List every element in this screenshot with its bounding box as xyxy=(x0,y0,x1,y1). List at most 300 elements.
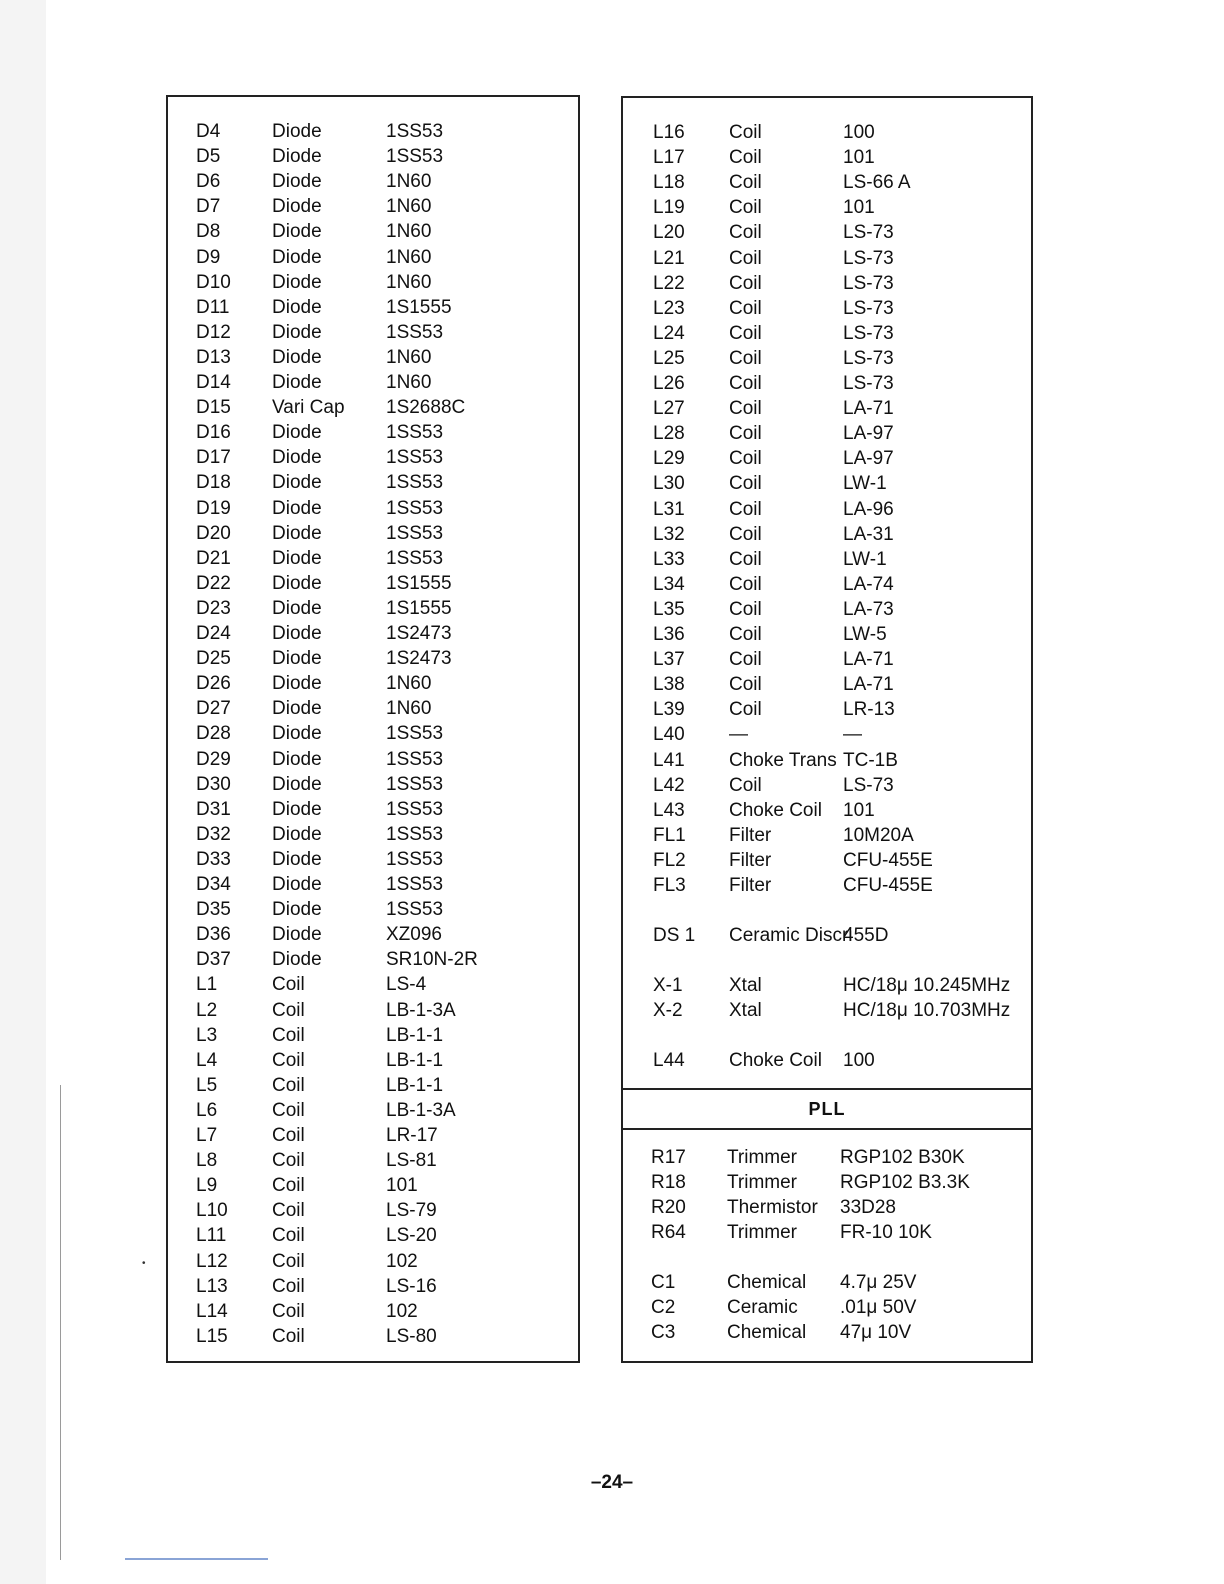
part-value: 33D28 xyxy=(840,1197,896,1218)
part-type: Diode xyxy=(272,196,322,218)
table-row xyxy=(168,1123,578,1148)
part-value: 1S2688C xyxy=(386,397,466,419)
part-value: 1SS53 xyxy=(386,798,444,820)
part-value: LS-73 xyxy=(843,247,894,269)
part-type: Diode xyxy=(272,874,322,895)
table-row xyxy=(168,847,578,872)
part-value: 1SS53 xyxy=(386,447,444,469)
part-value: LA-31 xyxy=(843,523,894,545)
part-type: Diode xyxy=(272,748,322,770)
part-type: — xyxy=(729,724,748,746)
table-row xyxy=(168,922,578,947)
part-type: Diode xyxy=(272,372,322,393)
part-value: 1SS53 xyxy=(386,121,444,142)
table-row xyxy=(623,647,1031,672)
page-number: –24– xyxy=(590,1472,634,1493)
part-value: LS-20 xyxy=(386,1225,437,1247)
table-row xyxy=(168,1148,578,1173)
part-ref: L7 xyxy=(196,1125,218,1146)
table-row xyxy=(623,973,1031,998)
part-type: Coil xyxy=(729,172,762,194)
table-row xyxy=(623,873,1031,898)
table-row xyxy=(623,145,1031,170)
table-row xyxy=(623,848,1031,873)
part-ref: C1 xyxy=(651,1272,676,1293)
part-type: Trimmer xyxy=(727,1147,797,1168)
part-ref: L22 xyxy=(653,272,685,294)
part-type: Trimmer xyxy=(727,1222,797,1243)
part-value: 1N60 xyxy=(386,673,432,695)
part-type: Coil xyxy=(729,373,762,394)
part-type: Diode xyxy=(272,346,322,368)
pll-section-header: PLL xyxy=(623,1088,1031,1130)
part-type: Diode xyxy=(272,146,322,168)
part-type: Vari Cap xyxy=(272,397,345,419)
part-value: LS-16 xyxy=(386,1275,437,1297)
part-type: Coil xyxy=(272,1275,305,1297)
table-row xyxy=(623,170,1031,195)
part-ref: D6 xyxy=(196,171,221,193)
table-row xyxy=(623,1195,1031,1220)
part-value: LS-73 xyxy=(843,347,894,369)
part-ref: D24 xyxy=(196,623,231,644)
part-value: 1S1555 xyxy=(386,296,452,318)
table-row xyxy=(623,271,1031,296)
table-row xyxy=(623,497,1031,522)
part-ref: L17 xyxy=(653,147,685,169)
table-row xyxy=(168,470,578,495)
part-ref: X-2 xyxy=(653,1000,683,1022)
part-value: FR-10 10K xyxy=(840,1222,932,1243)
part-value: 1N60 xyxy=(386,171,432,193)
part-value: 1S2473 xyxy=(386,623,452,644)
table-row xyxy=(168,420,578,445)
part-type: Coil xyxy=(272,1325,305,1347)
table-row xyxy=(168,119,578,144)
part-type: Diode xyxy=(272,321,322,343)
part-value: 1S1555 xyxy=(386,572,452,594)
table-row xyxy=(623,396,1031,421)
part-ref: L34 xyxy=(653,573,685,595)
part-type: Coil xyxy=(729,122,762,143)
part-value: 1SS53 xyxy=(386,146,444,168)
part-ref: D26 xyxy=(196,673,231,695)
table-row xyxy=(623,572,1031,597)
part-type: Diode xyxy=(272,422,322,444)
part-type: Choke Coil xyxy=(729,1050,822,1071)
part-value: 1SS53 xyxy=(386,321,444,343)
part-value: LA-71 xyxy=(843,649,894,671)
part-type: Coil xyxy=(272,1300,305,1322)
table-row xyxy=(623,722,1031,747)
part-type: Diode xyxy=(272,572,322,594)
part-ref: D22 xyxy=(196,572,231,594)
part-type: Diode xyxy=(272,296,322,318)
part-ref: D13 xyxy=(196,346,231,368)
table-row xyxy=(623,622,1031,647)
table-row xyxy=(623,597,1031,622)
part-value: LA-97 xyxy=(843,423,894,445)
table-row xyxy=(168,445,578,470)
table-row xyxy=(168,1198,578,1223)
part-type: Diode xyxy=(272,472,322,494)
part-value: XZ096 xyxy=(386,924,442,946)
scan-bottom-rule xyxy=(125,1558,268,1560)
part-type: Diode xyxy=(272,522,322,544)
part-ref: L27 xyxy=(653,398,685,420)
part-ref: L28 xyxy=(653,423,685,445)
part-type: Coil xyxy=(729,523,762,545)
part-type: Coil xyxy=(272,1024,305,1046)
part-type: Coil xyxy=(272,1225,305,1247)
part-type: Coil xyxy=(729,423,762,445)
part-ref: D36 xyxy=(196,924,231,946)
part-type: Coil xyxy=(729,222,762,244)
part-ref: L31 xyxy=(653,498,685,520)
part-value: 1S2473 xyxy=(386,648,452,670)
part-ref: D7 xyxy=(196,196,221,218)
part-ref: DS 1 xyxy=(653,925,696,946)
part-ref: L35 xyxy=(653,598,685,620)
part-ref: D31 xyxy=(196,798,231,820)
part-value: SR10N-2R xyxy=(386,949,478,971)
part-value: HC/18μ 10.245MHz xyxy=(843,975,1011,996)
part-ref: D17 xyxy=(196,447,231,469)
table-row xyxy=(623,421,1031,446)
part-value: 1SS53 xyxy=(386,848,444,870)
table-row xyxy=(168,1048,578,1073)
part-value: 1N60 xyxy=(386,221,432,243)
part-value: LB-1-1 xyxy=(386,1049,444,1071)
part-value: 1SS53 xyxy=(386,522,444,544)
part-type: Coil xyxy=(729,322,762,344)
part-value: LS-4 xyxy=(386,974,427,996)
part-type: Diode xyxy=(272,648,322,670)
part-type: Filter xyxy=(729,875,772,896)
part-ref: L42 xyxy=(653,774,685,796)
table-row xyxy=(623,321,1031,346)
part-ref: L26 xyxy=(653,373,685,394)
table-row xyxy=(623,923,1031,948)
part-ref: L36 xyxy=(653,624,685,645)
part-type: Diode xyxy=(272,171,322,193)
part-ref: L13 xyxy=(196,1275,228,1297)
table-row xyxy=(168,144,578,169)
part-ref: L12 xyxy=(196,1250,228,1272)
part-ref: D14 xyxy=(196,372,231,393)
part-value: 100 xyxy=(843,1050,875,1071)
table-row xyxy=(168,295,578,320)
part-ref: D9 xyxy=(196,246,221,268)
table-row xyxy=(168,521,578,546)
part-value: LA-96 xyxy=(843,498,894,520)
part-value: RGP102 B3.3K xyxy=(840,1172,970,1193)
part-value: LB-1-1 xyxy=(386,1074,444,1096)
part-value: 4.7μ 25V xyxy=(840,1272,917,1293)
part-ref: L11 xyxy=(196,1225,227,1247)
part-ref: L8 xyxy=(196,1150,218,1172)
table-row xyxy=(168,721,578,746)
part-value: LS-73 xyxy=(843,774,894,796)
part-value: LW-5 xyxy=(843,624,887,645)
part-type: Chemical xyxy=(727,1322,807,1343)
table-row xyxy=(623,220,1031,245)
table-row xyxy=(168,596,578,621)
part-value: HC/18μ 10.703MHz xyxy=(843,1000,1011,1022)
table-row xyxy=(168,496,578,521)
part-value: LS-66 A xyxy=(843,172,911,194)
parts-table-right xyxy=(621,96,1033,1363)
part-type: Coil xyxy=(729,548,762,570)
part-type: Coil xyxy=(272,1250,305,1272)
part-value: .01μ 50V xyxy=(840,1297,917,1318)
part-value: LR-17 xyxy=(386,1125,438,1146)
part-ref: FL1 xyxy=(653,824,686,846)
part-type: Coil xyxy=(729,573,762,595)
part-value: LS-73 xyxy=(843,272,894,294)
table-row xyxy=(168,772,578,797)
part-type: Filter xyxy=(729,849,772,871)
scan-margin-shade xyxy=(0,0,46,1584)
table-row xyxy=(623,798,1031,823)
parts-table-left xyxy=(166,95,580,1363)
table-row xyxy=(623,246,1031,271)
part-ref: L23 xyxy=(653,297,685,319)
part-type: Diode xyxy=(272,723,322,745)
part-value: LW-1 xyxy=(843,548,887,570)
part-ref: L1 xyxy=(196,974,218,996)
part-ref: L44 xyxy=(653,1050,685,1071)
part-type: Xtal xyxy=(729,975,762,996)
table-row xyxy=(168,270,578,295)
part-ref: D11 xyxy=(196,296,230,318)
part-ref: D20 xyxy=(196,522,231,544)
part-value: 1SS53 xyxy=(386,773,444,795)
part-ref: L21 xyxy=(653,247,685,269)
part-ref: D28 xyxy=(196,723,231,745)
part-type: Coil xyxy=(272,1049,305,1071)
part-value: 101 xyxy=(843,147,875,169)
part-type: Diode xyxy=(272,447,322,469)
part-ref: D8 xyxy=(196,221,221,243)
part-ref: L32 xyxy=(653,523,685,545)
part-ref: L14 xyxy=(196,1300,228,1322)
part-ref: L15 xyxy=(196,1325,228,1347)
part-type: Choke Trans xyxy=(729,749,837,771)
table-row xyxy=(168,571,578,596)
table-row xyxy=(168,621,578,646)
part-value: 47μ 10V xyxy=(840,1322,912,1343)
table-row xyxy=(168,872,578,897)
table-row xyxy=(168,219,578,244)
table-row xyxy=(168,1073,578,1098)
part-type: Coil xyxy=(272,1175,305,1197)
part-type: Thermistor xyxy=(727,1197,818,1218)
table-row xyxy=(168,320,578,345)
part-type: Coil xyxy=(729,473,762,495)
table-row xyxy=(168,245,578,270)
part-value: 1SS53 xyxy=(386,723,444,745)
part-type: Diode xyxy=(272,221,322,243)
part-type: Diode xyxy=(272,673,322,695)
table-row xyxy=(623,371,1031,396)
part-ref: L24 xyxy=(653,322,685,344)
part-value: 100 xyxy=(843,122,875,143)
table-row xyxy=(168,646,578,671)
part-ref: L40 xyxy=(653,724,685,746)
part-type: Coil xyxy=(729,774,762,796)
table-row xyxy=(168,194,578,219)
part-ref: D37 xyxy=(196,949,231,971)
table-row xyxy=(623,672,1031,697)
part-ref: D27 xyxy=(196,698,231,720)
part-value: 1N60 xyxy=(386,698,432,720)
part-type: Coil xyxy=(729,197,762,219)
part-type: Coil xyxy=(272,1200,305,1222)
part-type: Diode xyxy=(272,497,322,519)
part-ref: C3 xyxy=(651,1322,676,1343)
part-type: Filter xyxy=(729,824,772,846)
part-ref: R20 xyxy=(651,1197,686,1218)
part-type: Diode xyxy=(272,597,322,619)
table-row xyxy=(623,748,1031,773)
part-value: LS-81 xyxy=(386,1150,437,1172)
part-value: 102 xyxy=(386,1300,418,1322)
part-type: Ceramic Discri xyxy=(729,925,853,946)
scan-speck: • xyxy=(142,1258,146,1269)
part-ref: L4 xyxy=(196,1049,218,1071)
part-ref: D4 xyxy=(196,121,221,142)
table-row xyxy=(168,1173,578,1198)
part-type: Diode xyxy=(272,823,322,845)
part-value: LS-73 xyxy=(843,297,894,319)
part-value: LS-73 xyxy=(843,322,894,344)
table-row xyxy=(623,471,1031,496)
part-value: 1SS53 xyxy=(386,497,444,519)
part-ref: X-1 xyxy=(653,975,683,996)
part-type: Diode xyxy=(272,899,322,921)
part-ref: D33 xyxy=(196,848,231,870)
part-value: LA-71 xyxy=(843,398,894,420)
table-row xyxy=(623,773,1031,798)
part-value: TC-1B xyxy=(843,749,898,771)
table-row xyxy=(168,1098,578,1123)
part-ref: C2 xyxy=(651,1297,676,1318)
part-type: Choke Coil xyxy=(729,799,822,821)
table-row xyxy=(623,1295,1031,1320)
table-row xyxy=(168,947,578,972)
table-row xyxy=(168,395,578,420)
part-type: Coil xyxy=(729,624,762,645)
part-ref: L33 xyxy=(653,548,685,570)
part-value: LS-73 xyxy=(843,222,894,244)
part-type: Ceramic xyxy=(727,1297,798,1318)
part-ref: D18 xyxy=(196,472,231,494)
part-type: Coil xyxy=(272,1125,305,1146)
table-row xyxy=(623,1320,1031,1345)
part-type: Diode xyxy=(272,798,322,820)
table-row xyxy=(623,697,1031,722)
part-ref: L29 xyxy=(653,448,685,470)
part-ref: L16 xyxy=(653,122,685,143)
part-value: 1N60 xyxy=(386,196,432,218)
table-row xyxy=(623,823,1031,848)
part-type: Coil xyxy=(729,498,762,520)
part-ref: D12 xyxy=(196,321,231,343)
part-value: LA-73 xyxy=(843,598,894,620)
table-row xyxy=(168,370,578,395)
part-value: 102 xyxy=(386,1250,418,1272)
part-value: 1SS53 xyxy=(386,547,444,569)
part-ref: L30 xyxy=(653,473,685,495)
part-type: Diode xyxy=(272,949,322,971)
part-ref: L18 xyxy=(653,172,685,194)
part-ref: D10 xyxy=(196,271,231,293)
part-type: Diode xyxy=(272,773,322,795)
part-ref: D25 xyxy=(196,648,231,670)
table-row xyxy=(168,747,578,772)
part-type: Coil xyxy=(729,297,762,319)
part-value: LA-97 xyxy=(843,448,894,470)
part-ref: L41 xyxy=(653,749,685,771)
table-row xyxy=(623,120,1031,145)
part-value: 1SS53 xyxy=(386,899,444,921)
part-ref: D23 xyxy=(196,597,231,619)
part-type: Coil xyxy=(729,598,762,620)
part-value: 10M20A xyxy=(843,824,914,846)
table-row xyxy=(168,972,578,997)
part-value: 1N60 xyxy=(386,271,432,293)
table-row xyxy=(168,345,578,370)
part-value: 1N60 xyxy=(386,346,432,368)
part-value: 101 xyxy=(386,1175,418,1197)
part-ref: D30 xyxy=(196,773,231,795)
part-value: LW-1 xyxy=(843,473,887,495)
part-type: Diode xyxy=(272,121,322,142)
part-type: Coil xyxy=(729,272,762,294)
part-type: Xtal xyxy=(729,1000,762,1022)
part-ref: L39 xyxy=(653,699,685,721)
part-ref: D19 xyxy=(196,497,231,519)
part-ref: D5 xyxy=(196,146,221,168)
table-row xyxy=(623,296,1031,321)
part-value: 1SS53 xyxy=(386,823,444,845)
table-row xyxy=(623,1270,1031,1295)
part-ref: L3 xyxy=(196,1024,218,1046)
part-ref: L10 xyxy=(196,1200,228,1222)
table-row xyxy=(623,1048,1031,1073)
table-row xyxy=(168,1324,578,1349)
table-row xyxy=(623,522,1031,547)
part-value: LB-1-3A xyxy=(386,999,456,1021)
part-value: 1SS53 xyxy=(386,472,444,494)
part-value: LB-1-1 xyxy=(386,1024,444,1046)
part-value: 1N60 xyxy=(386,372,432,393)
table-row xyxy=(168,1274,578,1299)
table-row xyxy=(168,797,578,822)
part-ref: R64 xyxy=(651,1222,686,1243)
part-value: LS-73 xyxy=(843,373,894,394)
part-ref: L2 xyxy=(196,999,218,1021)
part-value: 1SS53 xyxy=(386,422,444,444)
part-type: Coil xyxy=(729,649,762,671)
part-type: Coil xyxy=(729,448,762,470)
table-row xyxy=(623,547,1031,572)
table-row xyxy=(623,1170,1031,1195)
part-type: Coil xyxy=(272,999,305,1021)
table-row xyxy=(623,195,1031,220)
table-row xyxy=(168,1299,578,1324)
